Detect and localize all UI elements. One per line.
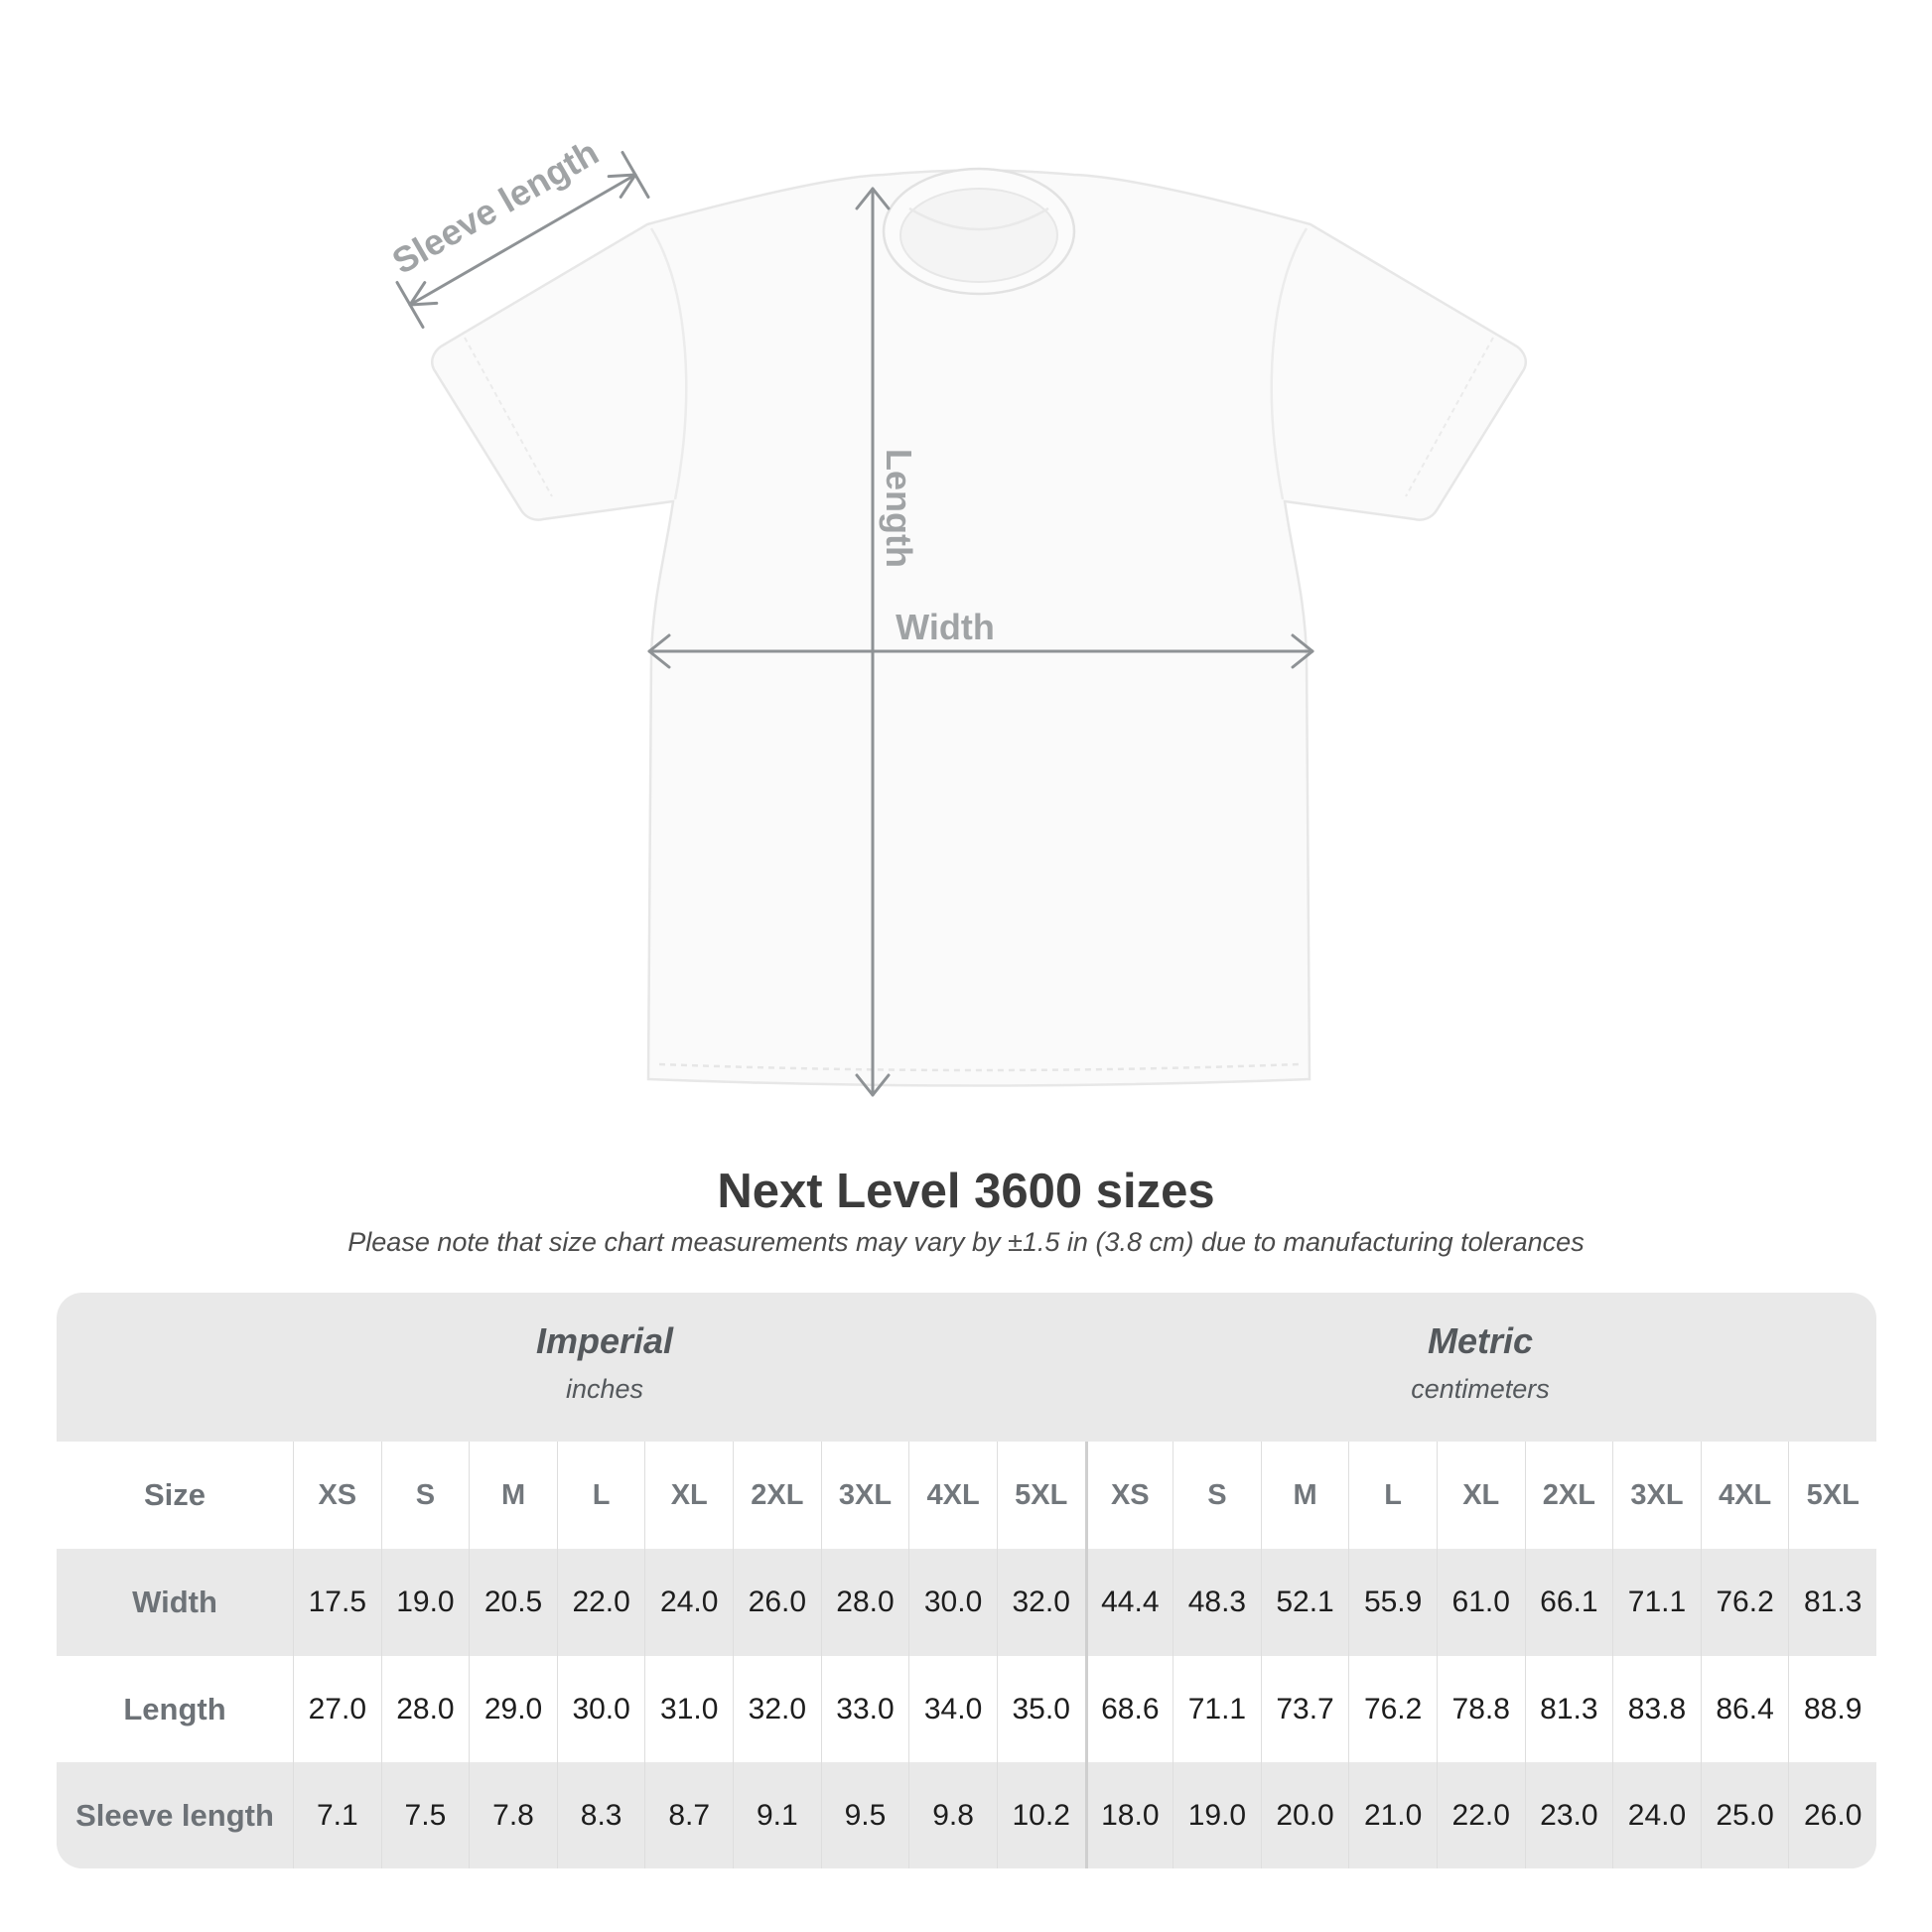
value-cell: 88.9 bbox=[1788, 1656, 1876, 1762]
value-cell: 7.5 bbox=[381, 1762, 470, 1868]
value-cell: 48.3 bbox=[1173, 1549, 1261, 1656]
size-header-metric-5xl: 5XL bbox=[1788, 1442, 1876, 1549]
length-label: Length bbox=[879, 449, 919, 568]
metric-unit-header bbox=[1084, 1293, 1876, 1442]
imperial-unit-name: Imperial bbox=[535, 1320, 674, 1361]
size-header-metric-s: S bbox=[1173, 1442, 1261, 1549]
value-cell: 81.3 bbox=[1525, 1656, 1613, 1762]
value-cell: 52.1 bbox=[1261, 1549, 1349, 1656]
value-cell: 26.0 bbox=[1788, 1762, 1876, 1868]
value-cell: 35.0 bbox=[997, 1656, 1085, 1762]
value-cell: 21.0 bbox=[1348, 1762, 1437, 1868]
size-header-metric-4xl: 4XL bbox=[1701, 1442, 1789, 1549]
value-cell: 28.0 bbox=[381, 1656, 470, 1762]
size-header-imperial-5xl: 5XL bbox=[997, 1442, 1085, 1549]
size-header-imperial-4xl: 4XL bbox=[908, 1442, 997, 1549]
size-header-metric-l: L bbox=[1348, 1442, 1437, 1549]
size-header-imperial-2xl: 2XL bbox=[733, 1442, 821, 1549]
row-label-width: Width bbox=[57, 1549, 293, 1656]
value-cell: 24.0 bbox=[1612, 1762, 1701, 1868]
sleeve-length-label: Sleeve length bbox=[385, 131, 606, 282]
value-cell: 9.8 bbox=[908, 1762, 997, 1868]
value-cell: 20.5 bbox=[469, 1549, 557, 1656]
page-subtitle: Please note that size chart measurements may vary by ±1.5 in (3.8 cm) due to manufacturing tolerances bbox=[347, 1227, 1585, 1257]
value-cell: 73.7 bbox=[1261, 1656, 1349, 1762]
value-cell: 8.7 bbox=[644, 1762, 733, 1868]
value-cell: 78.8 bbox=[1437, 1656, 1525, 1762]
value-cell: 19.0 bbox=[381, 1549, 470, 1656]
value-cell: 32.0 bbox=[733, 1656, 821, 1762]
value-cell: 20.0 bbox=[1261, 1762, 1349, 1868]
value-cell: 55.9 bbox=[1348, 1549, 1437, 1656]
size-header-metric-2xl: 2XL bbox=[1525, 1442, 1613, 1549]
size-header-imperial-s: S bbox=[381, 1442, 470, 1549]
size-corner-label: Size bbox=[57, 1442, 293, 1549]
size-header-imperial-m: M bbox=[469, 1442, 557, 1549]
value-cell: 81.3 bbox=[1788, 1549, 1876, 1656]
value-cell: 10.2 bbox=[997, 1762, 1085, 1868]
metric-unit-name: Metric bbox=[1427, 1320, 1534, 1361]
value-cell: 28.0 bbox=[821, 1549, 909, 1656]
value-cell: 71.1 bbox=[1612, 1549, 1701, 1656]
metric-unit-sub: centimeters bbox=[1411, 1374, 1550, 1404]
value-cell: 44.4 bbox=[1085, 1549, 1173, 1656]
unit-headers bbox=[57, 1293, 1876, 1442]
size-header-imperial-xl: XL bbox=[644, 1442, 733, 1549]
value-cell: 31.0 bbox=[644, 1656, 733, 1762]
imperial-unit-header bbox=[57, 1293, 1153, 1442]
value-cell: 29.0 bbox=[469, 1656, 557, 1762]
size-header-imperial-l: L bbox=[557, 1442, 645, 1549]
size-header-metric-m: M bbox=[1261, 1442, 1349, 1549]
value-cell: 68.6 bbox=[1085, 1656, 1173, 1762]
value-cell: 30.0 bbox=[908, 1549, 997, 1656]
value-cell: 17.5 bbox=[293, 1549, 381, 1656]
value-cell: 22.0 bbox=[1437, 1762, 1525, 1868]
row-label-length: Length bbox=[57, 1656, 293, 1762]
value-cell: 76.2 bbox=[1701, 1549, 1789, 1656]
value-cell: 22.0 bbox=[557, 1549, 645, 1656]
row-label-sleeve-length: Sleeve length bbox=[57, 1762, 293, 1868]
value-cell: 30.0 bbox=[557, 1656, 645, 1762]
size-header-metric-3xl: 3XL bbox=[1612, 1442, 1701, 1549]
size-table-panel bbox=[57, 1293, 1876, 1868]
value-cell: 83.8 bbox=[1612, 1656, 1701, 1762]
value-cell: 34.0 bbox=[908, 1656, 997, 1762]
size-header-metric-xs: XS bbox=[1085, 1442, 1173, 1549]
size-header-imperial-xs: XS bbox=[293, 1442, 381, 1549]
collar-opening bbox=[900, 189, 1057, 282]
width-label: Width bbox=[896, 607, 995, 647]
value-cell: 19.0 bbox=[1173, 1762, 1261, 1868]
value-cell: 9.1 bbox=[733, 1762, 821, 1868]
value-cell: 76.2 bbox=[1348, 1656, 1437, 1762]
value-cell: 61.0 bbox=[1437, 1549, 1525, 1656]
value-cell: 25.0 bbox=[1701, 1762, 1789, 1868]
value-cell: 26.0 bbox=[733, 1549, 821, 1656]
value-cell: 33.0 bbox=[821, 1656, 909, 1762]
size-header-imperial-3xl: 3XL bbox=[821, 1442, 909, 1549]
value-cell: 66.1 bbox=[1525, 1549, 1613, 1656]
value-cell: 71.1 bbox=[1173, 1656, 1261, 1762]
value-cell: 86.4 bbox=[1701, 1656, 1789, 1762]
value-cell: 32.0 bbox=[997, 1549, 1085, 1656]
value-cell: 9.5 bbox=[821, 1762, 909, 1868]
imperial-unit-sub: inches bbox=[565, 1374, 644, 1404]
value-cell: 7.1 bbox=[293, 1762, 381, 1868]
page-title: Next Level 3600 sizes bbox=[717, 1165, 1215, 1218]
size-table bbox=[57, 1442, 1876, 1868]
value-cell: 18.0 bbox=[1085, 1762, 1173, 1868]
value-cell: 7.8 bbox=[469, 1762, 557, 1868]
size-header-metric-xl: XL bbox=[1437, 1442, 1525, 1549]
value-cell: 24.0 bbox=[644, 1549, 733, 1656]
value-cell: 8.3 bbox=[557, 1762, 645, 1868]
value-cell: 23.0 bbox=[1525, 1762, 1613, 1868]
value-cell: 27.0 bbox=[293, 1656, 381, 1762]
